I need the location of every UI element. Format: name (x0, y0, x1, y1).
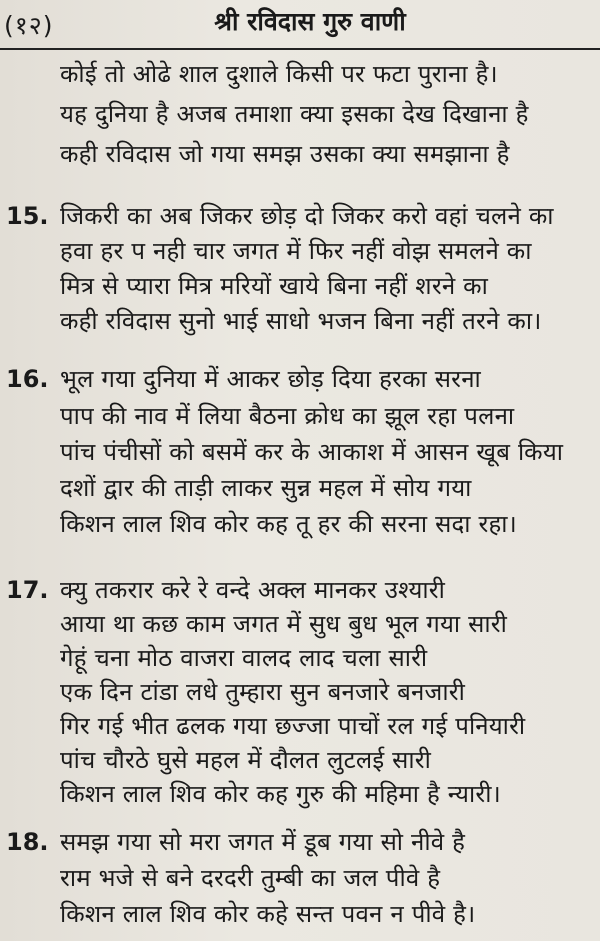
verse-line: आया था कछ काम जगत में सुध बुध भूल गया सारी (60, 610, 508, 638)
verse-line: किशन लाल शिव कोर कहे सन्त पवन न पीवे है। (60, 900, 476, 928)
verse-line: कही रविदास सुनो भाई साधो भजन बिना नहीं तरने का। (60, 307, 542, 335)
verse-line: गिर गई भीत ढलक गया छज्जा पाचों रल गई पनियारी (60, 712, 526, 740)
verse-line: पाप की नाव में लिया बैठना क्रोध का झूल रहा पलना (60, 402, 515, 430)
verse-number: 16. (6, 365, 49, 393)
page-header (0, 0, 600, 52)
verse-line: किशन लाल शिव कोर कह तू हर की सरना सदा रहा। (60, 510, 517, 538)
verse-line: दशों द्वार की ताड़ी लाकर सुन्न महल में सोय गया (60, 474, 472, 502)
running-title: श्री रविदास गुरु वाणी (214, 7, 406, 36)
verse-line: समझ गया सो मरा जगत में डूब गया सो नीवे है (60, 828, 466, 856)
verse-line: क्यु तकरार करे रे वन्दे अक्ल मानकर उश्यारी (60, 576, 446, 604)
verse-number: 15. (6, 202, 49, 230)
verse-line: राम भजे से बने दरदरी तुम्बी का जल पीवे है (60, 864, 441, 892)
intro-line: कही रविदास जो गया समझ उसका क्या समझाना है (60, 140, 510, 168)
verse-line: हवा हर प नही चार जगत में फिर नहीं वोझ समलने का (60, 237, 532, 265)
verse-line: पांच चौरठे घुसे महल में दौलत लुटलई सारी (60, 746, 432, 774)
verse-line: भूल गया दुनिया में आकर छोड़ दिया हरका सरना (60, 365, 481, 393)
intro-line: कोई तो ओढे शाल दुशाले किसी पर फटा पुराना है। (60, 60, 498, 88)
verse-line: जिकरी का अब जिकर छोड़ दो जिकर करो वहां चलने का (60, 202, 554, 230)
header-rule (0, 48, 600, 50)
intro-line: यह दुनिया है अजब तमाशा क्या इसका देख दिखाना है (60, 100, 529, 128)
verse-number: 17. (6, 576, 49, 604)
verse-line: गेहूं चना मोठ वाजरा वालद लाद चला सारी (60, 644, 428, 672)
verse-line: किशन लाल शिव कोर कह गुरु की महिमा है न्यारी। (60, 780, 501, 808)
verse-line: पांच पंचीसों को बसमें कर के आकाश में आसन खूब किया (60, 438, 564, 466)
verse-number: 18. (6, 828, 49, 856)
verse-line: मित्र से प्यारा मित्र मरियों खाये बिना नहीं शरने का (60, 272, 489, 300)
verse-line: एक दिन टांडा लधे तुम्हारा सुन बनजारे बनजारी (60, 678, 465, 706)
page-number: (१२) (4, 11, 54, 40)
